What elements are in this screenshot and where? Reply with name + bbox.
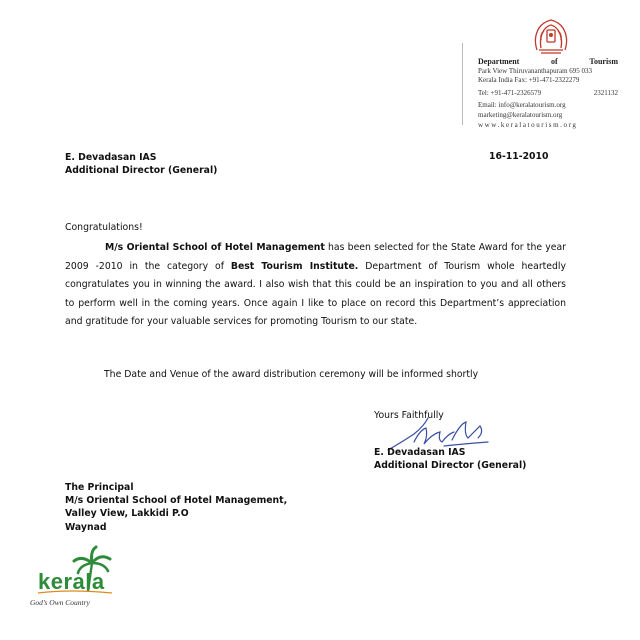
kerala-wordmark: kerala [38,569,105,594]
body-part-1: has been selected for the State Award for the year 2009 -2010 in the category of [65,242,566,272]
kerala-state-emblem-icon [527,16,575,56]
recipient-address [65,481,287,534]
sender-designation: Additional Director (General) [65,165,218,176]
greeting: Congratulations! [65,222,143,233]
department-title: Department of Tourism [478,57,618,66]
signer-block [374,446,526,472]
signer-name: E. Devadasan IAS [374,447,466,458]
recipient-line-4: Waynad [65,521,107,533]
letter-date: 16-11-2010 [489,151,549,162]
letterhead-address: Park View Thiruvananthapuram 695 033 [478,66,593,75]
letterhead-website: www.keralatourism.org [478,120,578,129]
body-part-2: Department of Tourism whole heartedly congratulates you in winning the award. I also wish that this could be an inspiration to you and all others to perform well in the coming years. Once again I like to place on record this Department’s appreciation and gratitude for your valuable services for promoting Tourism to our state. [65,260,566,328]
recipient-line-3: Valley View, Lakkidi P.O [65,508,189,520]
letterhead-email-marketing: marketing@keralatourism.org [478,110,563,119]
letterhead-divider [462,43,463,125]
recipient-line-1: The Principal [65,482,134,493]
sender-name: E. Devadasan IAS [65,152,157,163]
signer-designation: Additional Director (General) [374,460,527,471]
letterhead-fax: Kerala India Fax: +91-471-2322279 [478,76,580,85]
letter-body [65,239,566,332]
venue-note: The Date and Venue of the award distribution ceremony will be informed shortly [104,369,479,380]
award-category: Best Tourism Institute. [230,260,359,272]
closing-yours: Yours Faithfully [374,410,444,421]
sender-block [65,151,217,177]
recipient-line-2: M/s Oriental School of Hotel Management, [65,495,288,507]
letterhead-tel: Tel: +91-471-2326579 2321132 [478,88,618,97]
letterhead-contact-block [478,57,618,130]
logo-tagline: God’s Own Country [30,598,90,607]
institution-name: M/s Oriental School of Hotel Management [105,242,325,253]
letterhead-email: Email: info@keralatourism.org [478,101,566,110]
